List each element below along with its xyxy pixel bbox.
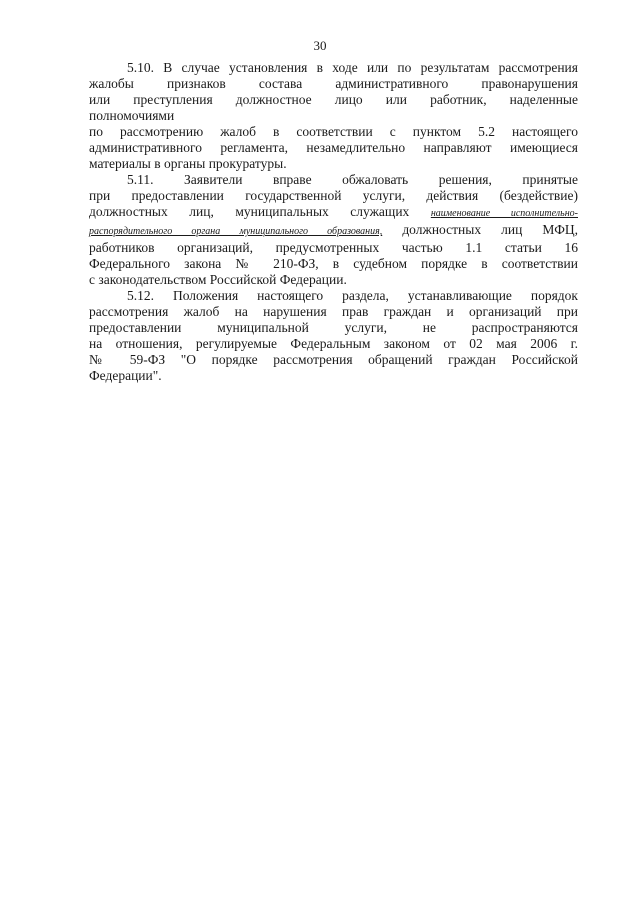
paragraph-5-11 bbox=[89, 172, 578, 288]
placeholder-fragment: наименование исполнительно- bbox=[430, 208, 578, 219]
text-line: по рассмотрению жалоб в соответствии с пунктом 5.2 настоящего bbox=[89, 124, 578, 139]
text-line: или преступления должностное лицо или работник, наделенные bbox=[89, 92, 578, 107]
text-line bbox=[89, 204, 578, 222]
text-line: при предоставлении государственной услуги, действия (бездействие) bbox=[89, 188, 578, 203]
page-number: 30 bbox=[313, 38, 327, 53]
text-line: полномочиями bbox=[89, 108, 175, 123]
paragraph-5-12 bbox=[89, 288, 578, 384]
text-line: предоставлении муниципальной услуги, не распространяются bbox=[89, 320, 578, 335]
text-line: 5.11. Заявители вправе обжаловать решения, принятые bbox=[127, 172, 578, 187]
text-line: № 59-ФЗ "О порядке рассмотрения обращений граждан Российской bbox=[89, 352, 578, 367]
text-line: Федерации". bbox=[89, 368, 162, 383]
paragraph-5-10 bbox=[89, 60, 578, 172]
text-line: 5.12. Положения настоящего раздела, устанавливающие порядок bbox=[127, 288, 578, 303]
text-fragment: должностных лиц МФЦ, bbox=[402, 222, 578, 237]
text-line bbox=[89, 222, 578, 240]
text-line: с законодательством Российской Федерации. bbox=[89, 272, 347, 287]
text-line: материалы в органы прокуратуры. bbox=[89, 156, 287, 171]
text-fragment: должностных лиц, муниципальных служащих bbox=[89, 204, 410, 219]
document-body bbox=[89, 60, 578, 384]
text-line: административного регламента, незамедлительно направляют имеющиеся bbox=[89, 140, 578, 155]
text-line: жалобы признаков состава административного правонарушения bbox=[89, 76, 578, 91]
text-line: Федерального закона № 210-ФЗ, в судебном порядке в соответствии bbox=[89, 256, 578, 271]
text-line: на отношения, регулируемые Федеральным законом от 02 мая 2006 г. bbox=[89, 336, 578, 351]
placeholder-fragment: распорядительного органа муниципального образования, bbox=[89, 226, 383, 237]
text-line: 5.10. В случае установления в ходе или по результатам рассмотрения bbox=[127, 60, 578, 75]
text-line: работников организаций, предусмотренных частью 1.1 статьи 16 bbox=[89, 240, 578, 255]
text-line: рассмотрения жалоб на нарушения прав граждан и организаций при bbox=[89, 304, 578, 319]
